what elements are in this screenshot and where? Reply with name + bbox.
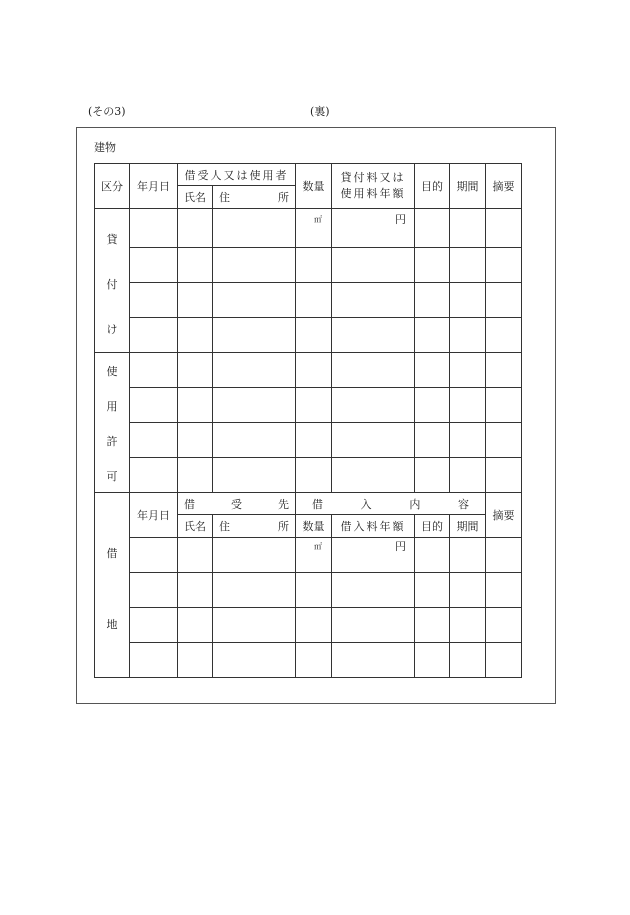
cell-fee[interactable]	[332, 388, 415, 423]
header-address-1: 住	[219, 191, 230, 204]
cell-address[interactable]	[213, 388, 296, 423]
cell-date[interactable]	[130, 538, 178, 573]
header2-content-char: 借	[312, 497, 323, 511]
cell-name[interactable]	[178, 458, 213, 493]
header-qty: 数量	[296, 164, 332, 209]
cell-name[interactable]	[178, 283, 213, 318]
cell-name[interactable]	[178, 318, 213, 353]
table-row	[95, 423, 522, 458]
cell-address[interactable]	[213, 608, 296, 643]
table-row	[95, 643, 522, 678]
cell-name[interactable]	[178, 608, 213, 643]
cell-purpose[interactable]	[415, 353, 450, 388]
cell-period[interactable]	[450, 388, 486, 423]
cell-qty[interactable]	[296, 423, 332, 458]
category-shiyo-kyoka	[95, 353, 130, 493]
cell-address[interactable]	[213, 209, 296, 248]
cell-notes[interactable]	[486, 248, 522, 283]
cell-fee[interactable]	[332, 538, 415, 573]
header2-lender-group	[178, 493, 296, 515]
cell-purpose[interactable]	[415, 643, 450, 678]
cell-date[interactable]	[130, 388, 178, 423]
form-part-label: (その3)	[88, 105, 126, 118]
header-address	[213, 186, 296, 209]
cell-notes[interactable]	[486, 423, 522, 458]
cell-qty[interactable]	[296, 283, 332, 318]
cell-date[interactable]	[130, 423, 178, 458]
header2-qty: 数量	[296, 515, 332, 538]
table-row	[95, 318, 522, 353]
cell-notes[interactable]	[486, 538, 522, 573]
cell-qty[interactable]	[296, 458, 332, 493]
category-char: 貸	[106, 233, 118, 246]
cell-period[interactable]	[450, 283, 486, 318]
category-kashitsuke	[95, 209, 130, 353]
cell-period[interactable]	[450, 423, 486, 458]
cell-name[interactable]	[178, 643, 213, 678]
building-usage-table	[94, 163, 522, 678]
cell-fee[interactable]	[332, 608, 415, 643]
cell-period[interactable]	[450, 608, 486, 643]
header2-content-char: 入	[360, 497, 372, 511]
cell-notes[interactable]	[486, 209, 522, 248]
category-char: け	[106, 323, 118, 336]
cell-address[interactable]	[213, 538, 296, 573]
cell-address[interactable]	[213, 423, 296, 458]
cell-notes[interactable]	[486, 318, 522, 353]
cell-address[interactable]	[213, 248, 296, 283]
cell-purpose[interactable]	[415, 538, 450, 573]
category-char: 付	[106, 278, 118, 291]
header2-content-group	[296, 493, 486, 515]
table-row	[95, 458, 522, 493]
cell-date[interactable]	[130, 318, 178, 353]
cell-qty[interactable]	[296, 353, 332, 388]
category-shakuchi	[95, 493, 130, 678]
cell-fee[interactable]	[332, 423, 415, 458]
cell-notes[interactable]	[486, 353, 522, 388]
header2-address	[213, 515, 296, 538]
cell-address[interactable]	[213, 573, 296, 608]
cell-notes[interactable]	[486, 458, 522, 493]
table-row	[95, 353, 522, 388]
header-fee-line2: 使用料年額	[340, 187, 406, 200]
table-row	[95, 608, 522, 643]
cell-date[interactable]	[130, 608, 178, 643]
header-fee	[332, 164, 415, 209]
cell-purpose[interactable]	[415, 458, 450, 493]
cell-qty[interactable]	[296, 643, 332, 678]
cell-name[interactable]	[178, 248, 213, 283]
cell-qty[interactable]	[296, 318, 332, 353]
cell-fee[interactable]	[332, 458, 415, 493]
cell-qty[interactable]	[296, 608, 332, 643]
category-char: 使	[106, 365, 118, 378]
category-char: 許	[106, 435, 118, 448]
cell-date[interactable]	[130, 248, 178, 283]
cell-address[interactable]	[213, 353, 296, 388]
cell-notes[interactable]	[486, 643, 522, 678]
cell-fee[interactable]	[332, 318, 415, 353]
header-name: 氏名	[178, 186, 213, 209]
header2-lender-char: 借	[184, 497, 195, 511]
cell-period[interactable]	[450, 209, 486, 248]
cell-period[interactable]	[450, 643, 486, 678]
cell-name[interactable]	[178, 538, 213, 573]
cell-period[interactable]	[450, 573, 486, 608]
cell-address[interactable]	[213, 283, 296, 318]
cell-address[interactable]	[213, 458, 296, 493]
cell-fee[interactable]	[332, 573, 415, 608]
cell-period[interactable]	[450, 248, 486, 283]
cell-name[interactable]	[178, 353, 213, 388]
header2-purpose: 目的	[415, 515, 450, 538]
header2-address-2: 所	[278, 520, 289, 533]
header2-date: 年月日	[130, 493, 178, 538]
cell-notes[interactable]	[486, 608, 522, 643]
cell-period[interactable]	[450, 353, 486, 388]
table-row	[95, 538, 522, 573]
cell-qty[interactable]	[296, 248, 332, 283]
cell-date[interactable]	[130, 209, 178, 248]
cell-notes[interactable]	[486, 573, 522, 608]
cell-fee[interactable]	[332, 248, 415, 283]
table-row	[95, 209, 522, 248]
unit-m2: ㎡	[314, 214, 322, 224]
table-row	[95, 573, 522, 608]
header2-content-char: 容	[457, 497, 469, 511]
cell-name[interactable]	[178, 209, 213, 248]
cell-date[interactable]	[130, 283, 178, 318]
cell-name[interactable]	[178, 388, 213, 423]
cell-date[interactable]	[130, 573, 178, 608]
cell-purpose[interactable]	[415, 573, 450, 608]
cell-address[interactable]	[213, 318, 296, 353]
cell-purpose[interactable]	[415, 318, 450, 353]
unit-yen: 円	[395, 213, 406, 226]
cell-period[interactable]	[450, 318, 486, 353]
cell-purpose[interactable]	[415, 388, 450, 423]
cell-date[interactable]	[130, 458, 178, 493]
cell-purpose[interactable]	[415, 248, 450, 283]
cell-purpose[interactable]	[415, 423, 450, 458]
cell-purpose[interactable]	[415, 608, 450, 643]
cell-purpose[interactable]	[415, 283, 450, 318]
cell-period[interactable]	[450, 538, 486, 573]
section-title: 建物	[94, 141, 116, 154]
table-row	[95, 248, 522, 283]
cell-fee[interactable]	[332, 283, 415, 318]
header-kubun: 区分	[95, 164, 130, 209]
header2-fee: 借入料年額	[332, 515, 415, 538]
cell-address[interactable]	[213, 643, 296, 678]
category-char: 地	[106, 618, 118, 631]
unit-yen: 円	[395, 540, 406, 553]
category-char: 借	[106, 547, 118, 560]
header2-name: 氏名	[178, 515, 213, 538]
header-fee-line1: 貸付料又は	[340, 171, 406, 184]
cell-name[interactable]	[178, 423, 213, 458]
cell-period[interactable]	[450, 458, 486, 493]
header2-address-1: 住	[219, 520, 230, 533]
header-address-2: 所	[278, 191, 289, 204]
unit-m2: ㎡	[314, 541, 322, 551]
header-date: 年月日	[130, 164, 178, 209]
cell-name[interactable]	[178, 573, 213, 608]
header2-lender-char: 受	[231, 497, 242, 511]
cell-qty[interactable]	[296, 538, 332, 573]
header-period: 期間	[450, 164, 486, 209]
header2-lender-char: 先	[278, 497, 289, 511]
header-notes: 摘要	[486, 164, 522, 209]
cell-date[interactable]	[130, 643, 178, 678]
cell-purpose[interactable]	[415, 209, 450, 248]
cell-fee[interactable]	[332, 643, 415, 678]
cell-notes[interactable]	[486, 283, 522, 318]
header-purpose: 目的	[415, 164, 450, 209]
cell-fee[interactable]	[332, 353, 415, 388]
cell-qty[interactable]	[296, 388, 332, 423]
page-side-label: (裏)	[310, 105, 330, 118]
header2-content-char: 内	[409, 497, 421, 511]
category-char: 用	[106, 400, 118, 413]
cell-qty[interactable]	[296, 209, 332, 248]
table-row	[95, 388, 522, 423]
header2-period: 期間	[450, 515, 486, 538]
cell-date[interactable]	[130, 353, 178, 388]
header2-notes: 摘要	[486, 493, 522, 538]
header-borrower-group: 借受人又は使用者	[178, 164, 296, 186]
cell-fee[interactable]	[332, 209, 415, 248]
table-row	[95, 283, 522, 318]
cell-notes[interactable]	[486, 388, 522, 423]
category-char: 可	[106, 470, 118, 483]
cell-qty[interactable]	[296, 573, 332, 608]
